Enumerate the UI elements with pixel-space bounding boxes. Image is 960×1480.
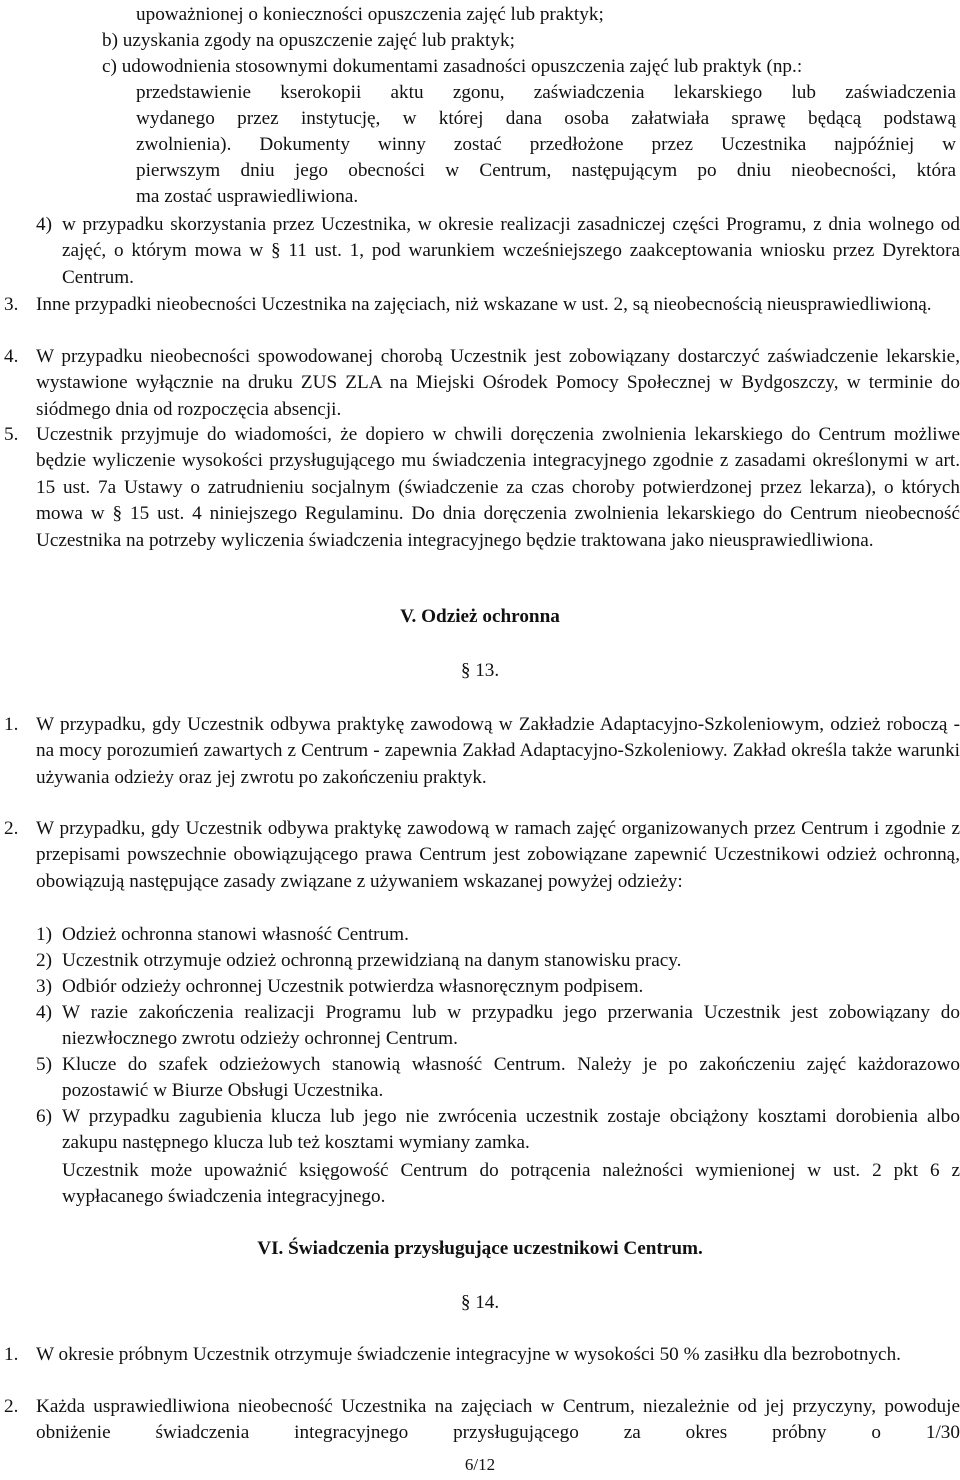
- point-number: 1.: [4, 1344, 19, 1365]
- point-text: W okresie próbnym Uczestnik otrzymuje świadczenie integracyjne w wysokości 50 % zasiłku dla bezrobotnych.: [36, 1344, 901, 1365]
- list-item-number: 4): [36, 214, 52, 235]
- point-number: 2.: [4, 818, 19, 839]
- point-text: Uczestnik przyjmuje do wiadomości, że dopiero w chwili doręczenia zwolnienia lekarskiego do Centrum możliwe będzie wyliczenie wysokości przysługującego mu świadczenia integracyjnego zgodnie z zasadami określonymi w art. 15 ust. 7a Ustawy o zatrudnieniu socjalnym (świadczenie za czas choroby potwierdzonej przez lekarza), o których mowa w § 15 ust. 4 niniejszego Regulaminu. Do dnia doręczenia zwolnienia lekarskiego do Centrum nieobecność Uczestnika na potrzeby wyliczenia świadczenia integracyjnego będzie traktowana jako nieusprawiedliwiona.: [36, 424, 960, 551]
- top-line-1: upoważnionej o konieczności opuszczenia zajęć lub praktyk;: [136, 4, 604, 25]
- point-number: 3.: [4, 294, 19, 315]
- subpoint-text: W razie zakończenia realizacji Programu lub w przypadku jego przerwania Uczestnik jest zobowiązany do niezwłocznego zwrotu odzieży ochronnej Centrum.: [62, 1002, 960, 1050]
- top-line-6: zwolnienia). Dokumenty winny zostać przedłożone przez Uczestnika najpóźniej w: [136, 134, 956, 155]
- section-vi-point-1: [4, 1342, 960, 1396]
- top-line-b: b) uzyskania zgody na opuszczenie zajęć lub praktyk;: [102, 30, 515, 51]
- point-text: Każda usprawiedliwiona nieobecność Uczestnika na zajęciach w Centrum, niezależnie od jej przyczyny, powoduje obniżenie świadczenia integracyjnego przysługującego za okres próbny o 1/30: [36, 1396, 960, 1444]
- closing-note: Uczestnik może upoważnić księgowość Centrum do potrącenia należności wymienionej w ust. 2 pkt 6 z wypłacanego świadczenia integracyjnego.: [62, 1160, 960, 1208]
- point-number: 5.: [4, 424, 19, 445]
- section-heading-vi: VI. Świadczenia przysługujące uczestnikowi Centrum.: [257, 1238, 703, 1259]
- point-text: W przypadku, gdy Uczestnik odbywa praktykę zawodową w Zakładzie Adaptacyjno-Szkoleniowym, odzież roboczą - na mocy porozumień zawartych z Centrum - zapewnia Zakład Adaptacyjno-Szkoleniowy. Zakład określa także warunki używania odzieży oraz jej zwrotu po zakończeniu praktyk.: [36, 714, 960, 788]
- subpoint-6: [36, 1104, 960, 1158]
- top-line-5: wydanego przez instytucję, w której dana osoba załatwiała sprawę będącą podstawą: [136, 108, 956, 129]
- top-line-c: c) udowodnienia stosownymi dokumentami zasadności opuszczenia zajęć lub praktyk (np.:: [102, 56, 803, 77]
- point-3: [4, 292, 960, 346]
- subpoint-text: Odbiór odzieży ochronnej Uczestnik potwierdza własnoręcznym podpisem.: [62, 976, 644, 997]
- section-v-point-2: [4, 816, 960, 922]
- subpoint-2: [36, 948, 960, 975]
- paragraph-sign-13: § 13.: [460, 660, 500, 681]
- subpoint-1: [36, 922, 960, 949]
- subpoint-text: W przypadku zagubienia klucza lub jego nie zwrócenia uczestnik zostaje obciążony kosztami dorobienia albo zakupu następnego klucza lub też kosztami wymiany zamka.: [62, 1106, 960, 1154]
- top-line-8: ma zostać usprawiedliwiona.: [136, 186, 359, 207]
- list-item-4: [36, 212, 960, 292]
- page-number: 6/12: [464, 1455, 496, 1474]
- subpoint-4: [36, 1000, 960, 1054]
- point-text: W przypadku nieobecności spowodowanej chorobą Uczestnik jest zobowiązany dostarczyć zaświadczenie lekarskie, wystawione wyłącznie na druku ZUS ZLA na Miejski Ośrodek Pomocy Społecznej w Bydgoszczy, w terminie do siódmego dnia od rozpoczęcia absencji.: [36, 346, 960, 420]
- subpoint-text: Odzież ochronna stanowi własność Centrum.: [62, 924, 409, 945]
- point-text: W przypadku, gdy Uczestnik odbywa praktykę zawodową w ramach zajęć organizowanych przez Centrum i zgodnie z przepisami powszechnie obowiązującego prawa Centrum jest zobowiązane zapewnić Uczestnikowi odzież ochronną, obowiązują następujące zasady związane z używaniem wskazanej powyżej odzieży:: [36, 818, 960, 892]
- subpoint-number: 3): [36, 976, 52, 997]
- point-number: 2.: [4, 1396, 19, 1417]
- point-number: 1.: [4, 714, 19, 735]
- subpoint-5: [36, 1052, 960, 1106]
- top-line-7: pierwszym dniu jego obecności w Centrum, następującym po dniu nieobecności, która: [136, 160, 956, 181]
- subpoint-3: [36, 974, 960, 1001]
- subpoint-number: 5): [36, 1054, 52, 1075]
- paragraph-sign-14: § 14.: [460, 1292, 500, 1313]
- subpoint-number: 1): [36, 924, 52, 945]
- subpoint-number: 2): [36, 950, 52, 971]
- section-v-point-1: [4, 712, 960, 818]
- point-text: Inne przypadki nieobecności Uczestnika na zajęciach, niż wskazane w ust. 2, są nieobecnością nieusprawiedliwioną.: [36, 294, 932, 315]
- list-item-text: w przypadku skorzystania przez Uczestnika, w okresie realizacji zasadniczej części Programu, z dnia wolnego od zajęć, o którym mowa w § 11 ust. 1, pod warunkiem wcześniejszego zaakceptowania wniosku przez Dyrektora Centrum.: [62, 214, 960, 288]
- section-heading-v: V. Odzież ochronna: [400, 606, 560, 627]
- subpoint-text: Uczestnik otrzymuje odzież ochronną przewidzianą na danym stanowisku pracy.: [62, 950, 682, 971]
- section-vi-point-2: [4, 1394, 960, 1448]
- subpoint-number: 6): [36, 1106, 52, 1127]
- subpoint-text: Klucze do szafek odzieżowych stanowią własność Centrum. Należy je po zakończeniu zajęć każdorazowo pozostawić w Biurze Obsługi Uczestnika.: [62, 1054, 960, 1102]
- point-4: [4, 344, 960, 424]
- point-number: 4.: [4, 346, 19, 367]
- top-line-4: przedstawienie kserokopii aktu zgonu, zaświadczenia lekarskiego lub zaświadczenia: [136, 82, 956, 103]
- point-5: [4, 422, 960, 582]
- subpoint-number: 4): [36, 1002, 52, 1023]
